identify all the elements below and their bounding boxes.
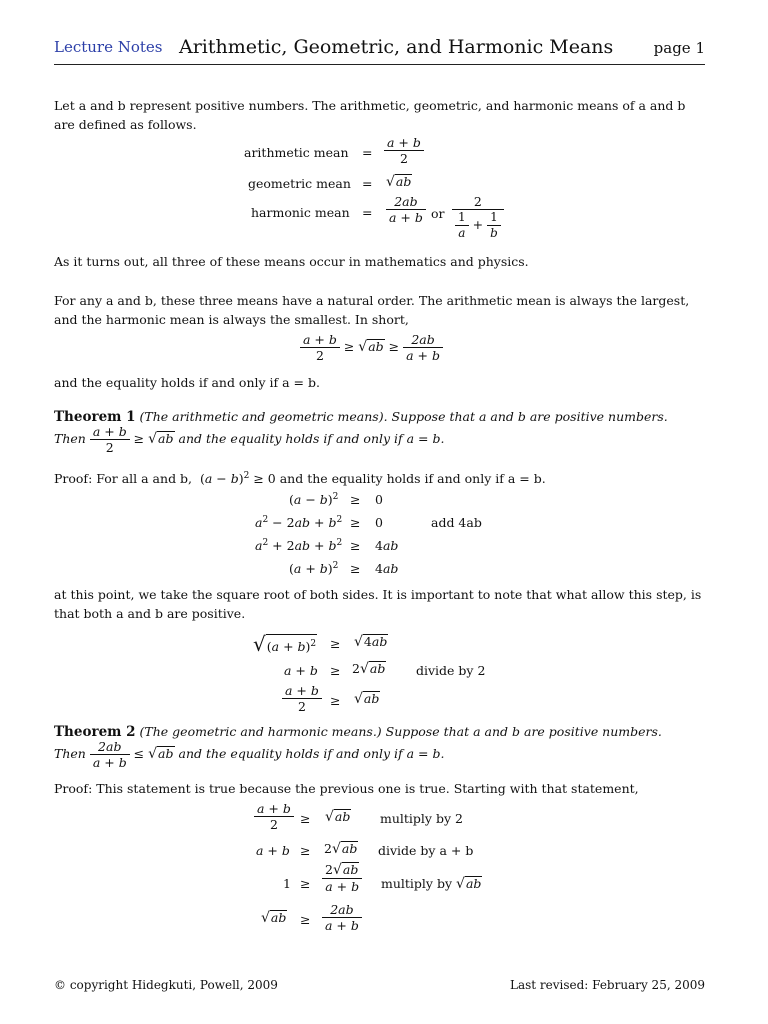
- footer-copyright: © copyright Hidegkuti, Powell, 2009: [54, 978, 278, 992]
- theorem1-label: Theorem 1: [54, 409, 136, 425]
- theorem1-claim: Then $\frac{a + b}{2}$ ≥ √ab and the equality holds if and only if a = b.: [54, 424, 445, 455]
- theorem1-tail: and the equality holds if and only if a = b.: [178, 431, 445, 446]
- arith-formula: $\frac{a + b}{2}$: [384, 135, 424, 166]
- theorem1-then: Then: [54, 431, 86, 446]
- equals-sign: =: [362, 176, 373, 191]
- header-label: Lecture Notes: [54, 38, 163, 56]
- footer-revised: Last revised: February 25, 2009: [509, 978, 705, 992]
- theorem2-label: Theorem 2: [54, 724, 136, 740]
- proof1-intro: Proof: For all a and b, $(a - b)^2 \ge 0$ and the equality holds if and only if a = b.: [54, 471, 546, 487]
- theorem2-statement: (The geometric and harmonic means.) Suppose that a and b are positive numbers.: [139, 724, 662, 739]
- theorem2-then: Then: [54, 746, 86, 761]
- harm-formula: $\frac{2ab}{a + b}$: [386, 194, 426, 225]
- inequality-chain: $\frac{a + b}{2}$ ≥ √ab ≥ $\frac{2ab}{a + b}$: [300, 332, 443, 363]
- multiply-note: multiply by 2: [380, 811, 463, 826]
- harm-formula-alt: 2 $\frac{1}{a}$ + $\frac{1}{b}$: [452, 194, 504, 241]
- proof2-intro: Proof: This statement is true because the previous one is true. Starting with that statement,: [54, 781, 639, 796]
- theorem1-statement: (The arithmetic and geometric means). Suppose that a and b are positive numbers.: [139, 409, 668, 424]
- geo-label: geometric mean: [248, 176, 351, 191]
- occur-paragraph: As it turns out, all three of these means occur in mathematics and physics.: [54, 254, 529, 269]
- page-header: [54, 36, 705, 65]
- proof1-intro-text: Proof: For all a and b,: [54, 471, 193, 487]
- equals-sign: =: [362, 205, 373, 220]
- intro-paragraph: Let a and b represent positive numbers. The arithmetic, geometric, and harmonic means of a and b are defined as follows.: [54, 98, 686, 132]
- document-page: Lecture Notes Arithmetic, Geometric, and Harmonic Means page 1 Let a and b represent positive numbers. The arithmetic, geometric, and harmonic means of a and b are defined as follows. arithmetic mean = $\frac{a + b}{2}$ geometric mean = √ab harmonic mean = $\frac{2ab}{a + b}$ or 2 $\frac{1}{a}$ + $\frac{1}{b}$ As it turns out, all three of these means occur in mathematics and physics. For any a and b, these three means have a natural order. The arithmetic mean is always the largest, and the harmonic mean is always the smallest. In short, $\frac{a + b}{2}$ ≥ √ab ≥ $\frac{2ab}{a + b}$ and the equality holds if and only if a = b. Theorem 1 (The arithmetic and geometric means). Suppose that a and b are positive numbers. Then $\frac{a + b}{2}$ ≥ √ab and the equality holds if and only if a = b. Proof: For all a and b, $(a - b)^2 \ge 0$ and the equality holds if and only if a = b. $(a - b)^2$ ≥ 0 $a^2 - 2ab + b^2$ ≥ 0 add 4ab $a^2 + 2ab + b^2$ ≥ 4ab $(a + b)^2$ ≥ 4ab at this point, we take the square root of both sides. It is important to note that what allow this step, is that both a and b are positive. $√(a + b)^2$ ≥ √4ab a + b ≥ 2√ab divide by 2 $\frac{a + b}{2}$ ≥ √ab Theorem 2 (The geometric and harmonic means.) Suppose that a and b are positive numbers. Then $\frac{2ab}{a + b}$ ≤ √ab and the equality holds if and only if a = b. Proof: This statement is true because the previous one is true. Starting with that statement, $\frac{a + b}{2}$ ≥ √ab multiply by 2 a + b ≥ 2√ab divide by a + b 1 ≥ $\frac{2√ab}{a + b}$ multiply by √ab √ab ≥ $\frac{2ab}{a + b}$ © copyright Hidegkuti, Powell, 2009 Last revised: February 25, 2009: [54, 36, 705, 992]
- add-note: add 4ab: [431, 515, 482, 530]
- arith-label: arithmetic mean: [244, 145, 349, 160]
- multiply-sqrt-note: multiply by √ab: [381, 876, 482, 892]
- sqrt-paragraph: at this point, we take the square root of both sides. It is important to note that what allow this step, is that both a and b are positive.: [54, 587, 702, 621]
- divide-ab-note: divide by a + b: [378, 843, 474, 858]
- theorem2-tail: and the equality holds if and only if a = b.: [178, 746, 445, 761]
- harm-label: harmonic mean: [251, 205, 350, 220]
- header-page-number: page 1: [653, 39, 705, 57]
- order-paragraph: For any a and b, these three means have a natural order. The arithmetic mean is always the largest, and the harmonic mean is always the smallest. In short,: [54, 293, 690, 327]
- or-word: or: [431, 206, 445, 221]
- divide-note: divide by 2: [416, 663, 486, 678]
- header-title: Arithmetic, Geometric, and Harmonic Means: [179, 36, 614, 58]
- equals-sign: =: [362, 145, 373, 160]
- geo-formula: √ab: [386, 174, 412, 190]
- equality-paragraph: and the equality holds if and only if a = b.: [54, 375, 320, 390]
- proof1-intro-tail: and the equality holds if and only if a = b.: [279, 471, 546, 487]
- theorem2-claim: Then $\frac{2ab}{a + b}$ ≤ √ab and the equality holds if and only if a = b.: [54, 739, 445, 770]
